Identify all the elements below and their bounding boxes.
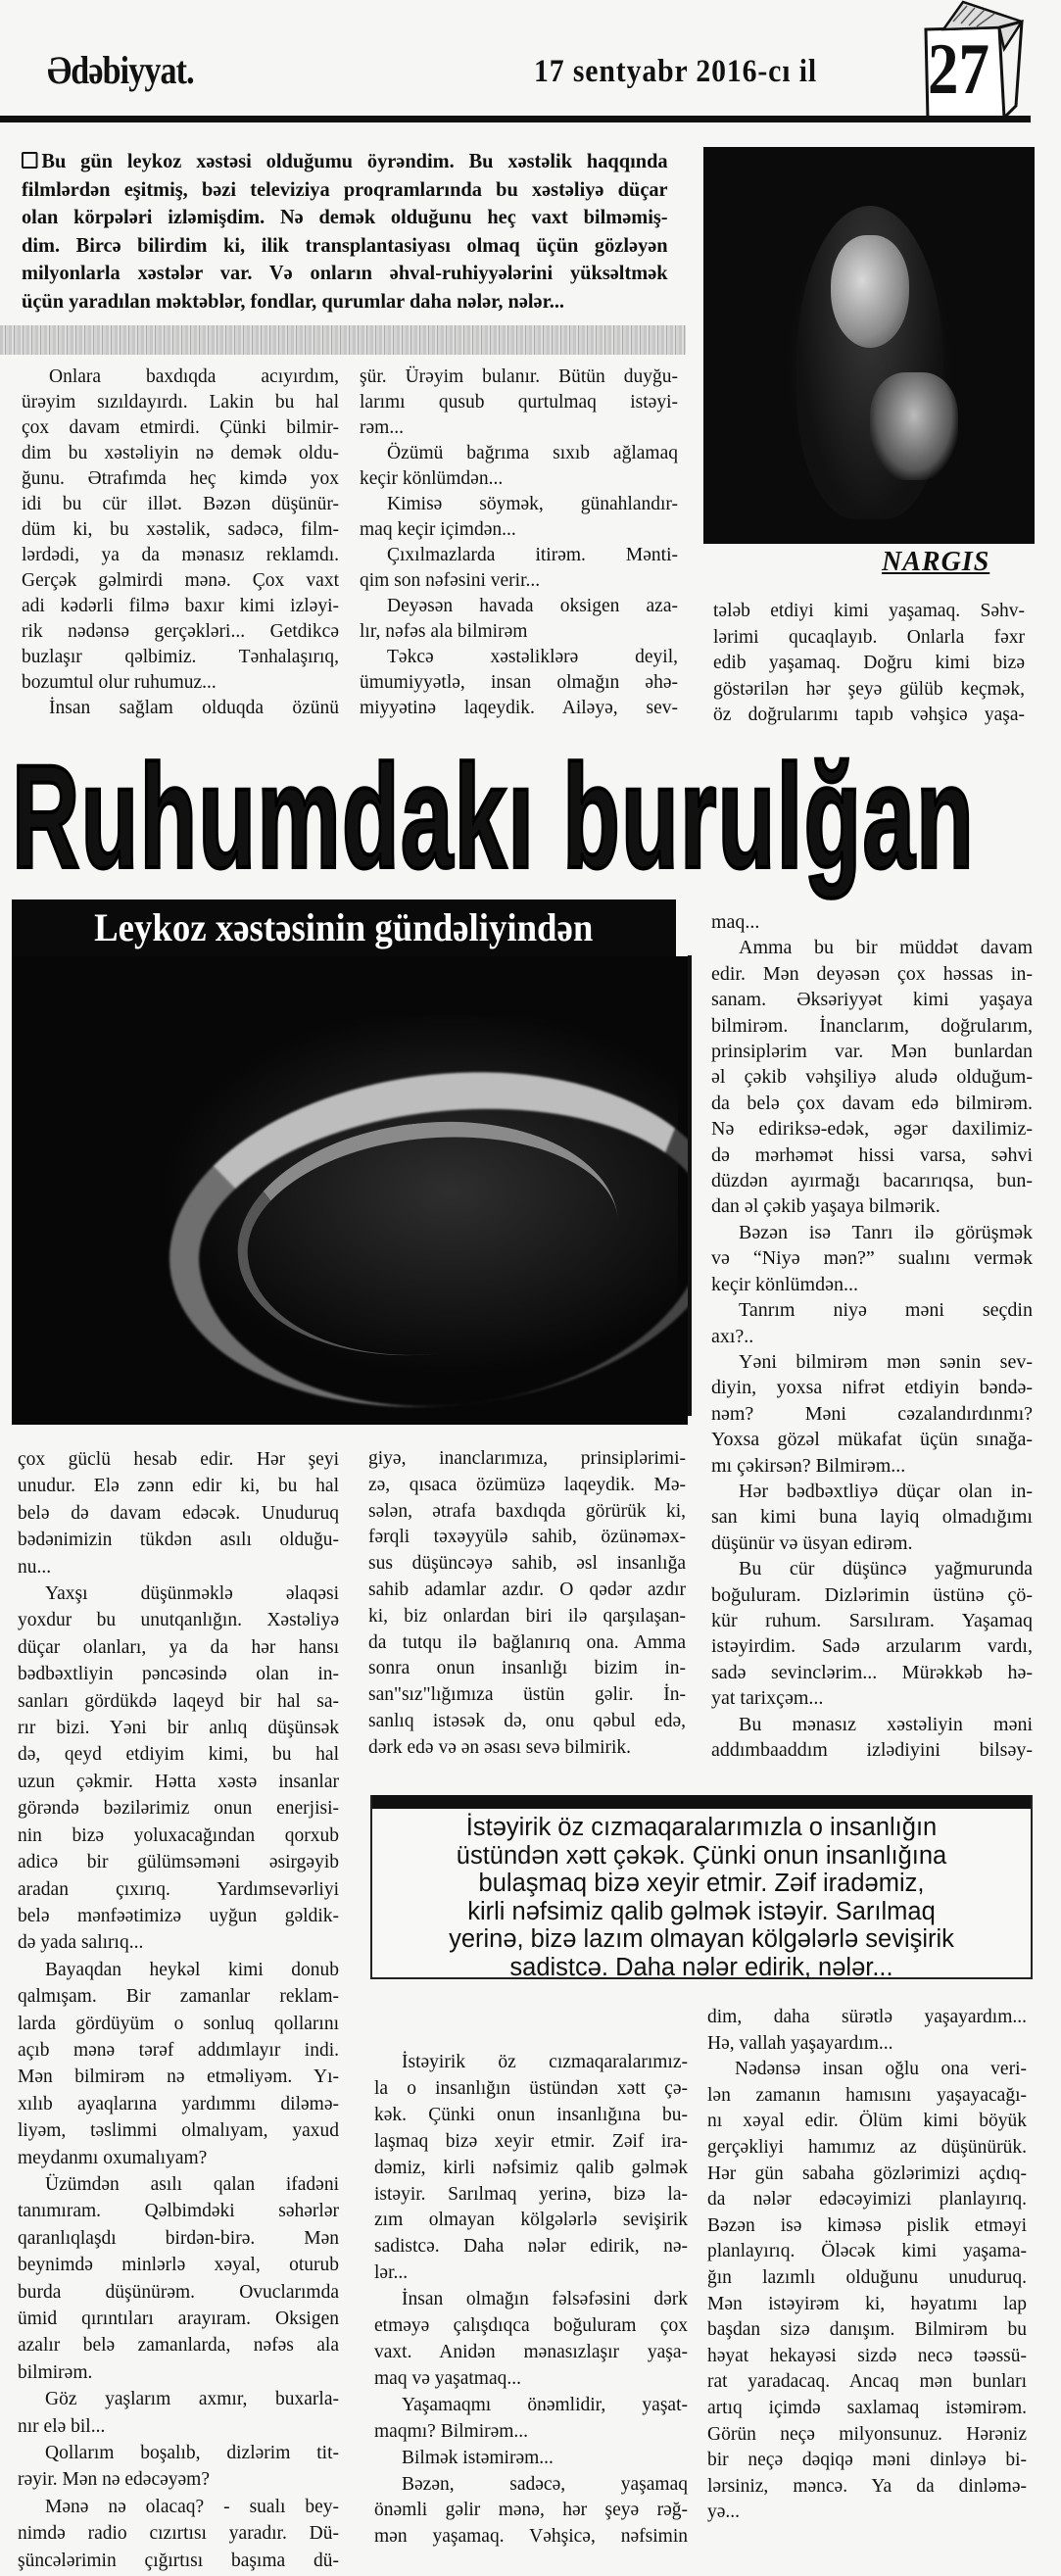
text-line: düzdən ayırmağı bacarırıqsa, bun- bbox=[711, 1170, 1033, 1192]
paragraph bbox=[711, 1297, 1033, 1349]
paragraph bbox=[711, 1556, 1033, 1711]
text-column bbox=[368, 1446, 686, 1762]
text-line: Görün neçə milyonsunuz. Hərəniz bbox=[707, 2423, 1027, 2445]
text-line: sonra onun insanlığı bizim in- bbox=[368, 1658, 686, 1679]
text-line: lərimi qucaqlayıb. Onlarla fəxr bbox=[713, 626, 1025, 648]
text-line: maq keçir içimdən... bbox=[360, 519, 516, 540]
text-line: rik nədənsə gerçəkləri... Getdikcə bbox=[22, 621, 339, 642]
lead-line bbox=[22, 175, 668, 204]
text-line: və “Niyə mən?” sualını vermək bbox=[711, 1247, 1033, 1270]
text-line: dərk edə və ən əsası sevə bilmirik. bbox=[368, 1736, 632, 1758]
text-line: bilmirəm. İnanclarım, doğrularım, bbox=[711, 1014, 1033, 1037]
text-line: istəyir. Sarılmaq yerinə, bizə la- bbox=[374, 2183, 688, 2205]
subtitle-bar bbox=[12, 899, 676, 956]
paragraph bbox=[374, 2287, 688, 2393]
text-line: fərqli təxəyyülə sahib, özünəməx- bbox=[368, 1527, 686, 1548]
text-line: də yada salırıq... bbox=[18, 1932, 144, 1954]
text-line: dəmiz, kirli nəfsimiz qalib gəlmək bbox=[374, 2157, 688, 2178]
text-line: edir. Mən deyəsən çox həssas in- bbox=[711, 962, 1033, 985]
text-line: meydanmı oxumalıyam? bbox=[18, 2147, 208, 2168]
text-line: Yaşamaqmı önəmlidir, yaşat- bbox=[402, 2394, 688, 2415]
text-line: Çıxılmazlarda itirəm. Mənti- bbox=[387, 545, 678, 565]
paragraph bbox=[18, 2494, 339, 2574]
quote-line: üstündən xətt çəkək. Çünki onun insanlığına bbox=[456, 1841, 947, 1870]
text-line: sahib adamlar azdır. O qədər azdır bbox=[368, 1579, 686, 1600]
text-line: Mənə nə olacaq? - sualı bey- bbox=[45, 2496, 339, 2517]
text-line: dim bu xəstəliyin nə demək oldu- bbox=[22, 443, 339, 463]
page-number-badge bbox=[906, 0, 1029, 122]
lead-text: Bu gün leykoz xəstəsi olduğumu öyrəndim. Bu xəstəlik haqqında bbox=[41, 149, 668, 172]
article-lead bbox=[22, 147, 668, 315]
text-line: Amma bu bir müddət davam bbox=[739, 937, 1033, 959]
text-line: Deyəsən havada oksigen aza- bbox=[387, 596, 678, 616]
text-line: Tanrım niyə məni seçdin bbox=[739, 1299, 1033, 1322]
quote-line: yerinə, bizə lazım olmayan kölgələrlə sevişirik bbox=[449, 1925, 954, 1953]
text-line: giyə, inanclarımıza, prinsiplərimi- bbox=[368, 1448, 686, 1469]
text-line: nimdə radio cızırtısı yaradır. Dü- bbox=[18, 2523, 339, 2545]
text-line: laşmaq bizə xeyir etmir. Zəif ira- bbox=[374, 2130, 688, 2152]
headline: Ruhumdakı burulğan bbox=[12, 734, 976, 899]
text-line: bədbəxtliyin pəncəsində olan in- bbox=[18, 1664, 339, 1685]
paragraph bbox=[374, 2050, 688, 2287]
text-line: lərdədi, ya da mənasız reklamdı. bbox=[22, 545, 339, 565]
text-line: adi kədərli filmə baxır kimi izləyi- bbox=[22, 596, 339, 616]
paragraph bbox=[18, 2386, 339, 2440]
text-line: Gerçək gəlmirdi mənə. Çox vaxt bbox=[22, 570, 339, 591]
text-line: gerçəkliyi hamımız az düşünürük. bbox=[707, 2136, 1027, 2158]
text-line: burda düşünürəm. Ovuclarımda bbox=[18, 2281, 339, 2303]
text-line: Nə ediriksə-edək, əgər daxilimiz- bbox=[711, 1118, 1033, 1141]
text-line: əl çəkib vəhşiliyə aludə olduğum- bbox=[711, 1066, 1033, 1089]
text-line: tanımıram. Qəlbimdəki səhərlər bbox=[18, 2201, 339, 2222]
pull-quote bbox=[370, 1795, 1033, 1979]
text-line: qalmışam. Bir zamanlar reklam- bbox=[18, 1986, 339, 2008]
text-line: larda gördüyüm o sonluq qollarını bbox=[18, 2013, 339, 2034]
text-line: san"sız"lığımıza üstün gəlir. İn- bbox=[368, 1684, 686, 1706]
text-line: nəm? Məni cəzalandırdınmı? bbox=[711, 1402, 1033, 1425]
text-line: edib yaşamaq. Doğru kimi bizə bbox=[713, 653, 1025, 673]
text-line: görəndə bəzilərimiz onun enerjisi- bbox=[18, 1798, 339, 1820]
text-line: çox davam etmirdi. Çünki bilmir- bbox=[22, 417, 339, 438]
text-line: sadistcə. Daha nələr edirik, nə- bbox=[374, 2236, 688, 2258]
lead-line bbox=[22, 147, 668, 175]
text-line: sələn, ətrafa baxdıqda görürük ki, bbox=[368, 1500, 686, 1522]
checkbox-bullet-icon bbox=[22, 152, 37, 169]
text-line: İnsan sağlam olduqda özünü bbox=[49, 698, 339, 718]
text-line: Hə, vallah yaşayardım... bbox=[707, 2032, 893, 2054]
text-line: Onlara baxdıqda acıyırdım, bbox=[49, 366, 339, 387]
divider-strip bbox=[0, 325, 686, 355]
text-line: sanları gördükdə laqeyd bir hal sa- bbox=[18, 1690, 339, 1712]
text-line: İstəyirik öz cızmaqaralarımız- bbox=[402, 2052, 688, 2072]
paragraph bbox=[360, 365, 678, 441]
section-title: Ədəbiyyat. bbox=[47, 48, 194, 92]
text-line: düşünür və üsyan edirəm. bbox=[711, 1531, 913, 1554]
text-line: ümumiyyətlə, insan olmağın əhə- bbox=[360, 672, 678, 693]
text-line: Hər gün sabaha gözlərimizi açdıq- bbox=[707, 2163, 1027, 2184]
text-line: zım olmayan kölgələrlə sevişirik bbox=[374, 2210, 688, 2231]
text-line: ğunu. Ətrafımda heç kimdə yox bbox=[22, 468, 339, 489]
text-line: şüncələrimin çığırtısı başıma dü- bbox=[18, 2550, 339, 2571]
paragraph bbox=[360, 441, 678, 492]
text-line: kək. Çünki onun insanlığına bu- bbox=[374, 2104, 688, 2125]
paragraph bbox=[360, 492, 678, 543]
text-line: xılıb ayaqlarına yardımmı diləmə- bbox=[18, 2093, 339, 2114]
text-column bbox=[22, 365, 339, 721]
text-line: Kimisə söymək, günahlandır- bbox=[387, 494, 678, 514]
text-line: lır, nəfəs ala bilmirəm bbox=[360, 621, 528, 642]
paragraph bbox=[711, 1349, 1033, 1479]
text-line: tələb etdiyi kimi yaşamaq. Səhv- bbox=[713, 601, 1025, 621]
text-line: prinsiplərim var. Mən bunlardan bbox=[711, 1041, 1033, 1063]
text-line: istəyirdim. Sadə arzularım vardı, bbox=[711, 1635, 1033, 1658]
text-line: bozumtul olur ruhumuz... bbox=[22, 672, 217, 693]
text-line: rat yaradacaq. Ancaq mən bunları bbox=[707, 2371, 1027, 2393]
text-line: dim, daha sürətlə yaşayardım... bbox=[707, 2007, 1027, 2027]
text-line: uzun çəkmir. Hətta xəstə insanlar bbox=[18, 1771, 339, 1792]
text-line: miyyətinə laqeydik. Ailəyə, sev- bbox=[360, 698, 678, 718]
text-line: açıb mənə tərəf addımlayır indi. bbox=[18, 2039, 339, 2061]
text-line: buzlaşır qəlbimiz. Tənhalaşırıq, bbox=[22, 647, 339, 667]
text-line: göstərilən hər şeyə gülüb keçmək, bbox=[713, 678, 1025, 700]
text-line: zə, qısaca özümüzə laqeydik. Mə- bbox=[368, 1474, 686, 1495]
paragraph bbox=[711, 909, 1033, 935]
text-line: də, qeyd etdiyim kimi, bu hal bbox=[18, 1744, 339, 1766]
text-line: Üzümdən asılı qalan ifadəni bbox=[45, 2173, 339, 2195]
text-column bbox=[707, 2005, 1027, 2526]
paragraph bbox=[711, 1479, 1033, 1556]
paragraph bbox=[374, 2393, 688, 2446]
text-line: planlayırıq. Öləcək kimi yaşama- bbox=[707, 2241, 1027, 2262]
text-line: Yoxsa gözəl mükafat üçün sınağa- bbox=[711, 1429, 1033, 1451]
paragraph bbox=[360, 594, 678, 645]
text-line: sadə sevinclərim... Mürəkkəb hə- bbox=[711, 1661, 1033, 1683]
text-line: ki, biz onlardan biri ilə qarşılaşan- bbox=[368, 1605, 686, 1627]
text-line: lən zamanın hamısını yaşayacağı- bbox=[707, 2084, 1027, 2106]
lead-line bbox=[22, 203, 668, 231]
text-line: unudur. Elə zənn edir ki, bu hal bbox=[18, 1476, 339, 1497]
quote-line: bulaşmaq bizə xeyir etmir. Zəif iradəmiz, bbox=[478, 1870, 925, 1897]
text-line: önəmli gəlir mənə, hər şeyə rəğ- bbox=[374, 2500, 688, 2521]
text-line: diyin, yoxsa nifrət etdiyin bəndə- bbox=[711, 1377, 1033, 1399]
text-line: bir neçə dəqiqə məni dinləyə bi- bbox=[707, 2450, 1027, 2471]
quote-line: İstəyirik öz cızmaqaralarımızla o insanlığın bbox=[465, 1814, 938, 1841]
tunnel-photo bbox=[12, 956, 688, 1425]
text-line: kür ruhum. Sarsılıram. Yaşamaq bbox=[711, 1609, 1033, 1631]
text-line: da nələr edəcəyimizi planlayırıq. bbox=[707, 2189, 1027, 2211]
text-line: rəm... bbox=[360, 417, 404, 438]
page-number: 27 bbox=[928, 29, 989, 110]
text-line: liyəm, təslimmi olmalıyam, yaxud bbox=[18, 2120, 339, 2142]
text-line: Bəzən isə kiməsə pislik etməyi bbox=[707, 2214, 1027, 2236]
text-column bbox=[713, 599, 1025, 729]
paragraph bbox=[18, 1957, 339, 2171]
text-line: belə mənfəətimizə uyğun gəldik- bbox=[18, 1905, 339, 1926]
text-line: adicə bir gülümsəməni əsirgəyib bbox=[18, 1852, 339, 1873]
paragraph bbox=[22, 696, 339, 721]
column-rule bbox=[688, 955, 692, 1416]
text-line: keçir könlümdən... bbox=[360, 468, 504, 489]
text-line: keçir könlümdən... bbox=[711, 1273, 858, 1295]
text-line: Mən istəyirəm ki, həyatımı lap bbox=[707, 2293, 1027, 2314]
text-line: İnsan olmağın fəlsəfəsini dərk bbox=[402, 2289, 688, 2310]
lead-text: üçün yaradılan məktəblər, fondlar, qurumlar daha nələr, nələr... bbox=[22, 288, 565, 313]
text-line: də mərhəmət hissi varsa, səhvi bbox=[711, 1143, 1033, 1166]
text-line: Təkcə xəstəliklərə deyil, bbox=[387, 647, 678, 667]
paragraph bbox=[707, 2005, 1027, 2057]
text-line: Bayaqdan heykəl kimi donub bbox=[45, 1959, 339, 1980]
text-column bbox=[18, 1446, 339, 2574]
text-line: nı xəyal edir. Ölüm kimi böyük bbox=[707, 2111, 1027, 2132]
author-photo bbox=[703, 147, 1035, 544]
text-line: nır elə bil... bbox=[18, 2415, 106, 2437]
subtitle: Leykoz xəstəsinin gündəliyindən bbox=[94, 905, 594, 949]
lead-text: milyonlarla xəstələr var. Və onların əhval-ruhiyyələrini yüksəltmək bbox=[22, 261, 668, 284]
text-line: la o insanlığın üstündən xətt çə- bbox=[374, 2077, 688, 2099]
text-line: nu... bbox=[18, 1556, 52, 1578]
text-line: Yəni bilmirəm mən sənin sev- bbox=[739, 1350, 1033, 1373]
text-line: qaranlıqlaşdı birdən-birə. Mən bbox=[18, 2227, 339, 2249]
text-line: nin bizə yoluxacağından qorxub bbox=[18, 1824, 339, 1846]
text-line: Hər bədbəxtliyə düçar olan in- bbox=[739, 1480, 1033, 1502]
text-line: vaxt. Anidən mənasızlaşır yaşa- bbox=[374, 2341, 688, 2362]
paragraph bbox=[18, 1446, 339, 1580]
text-line: Bilmək istəmirəm... bbox=[402, 2447, 554, 2468]
paragraph bbox=[711, 935, 1033, 1219]
text-line: düm ki, bu xəstəlik, sadəcə, film- bbox=[22, 519, 339, 540]
text-line: ürəyim sızıldayırdı. Lakin bu hal bbox=[22, 392, 339, 413]
text-line: rəyir. Mən nə edəcəyəm? bbox=[18, 2469, 210, 2491]
text-line: idi bu cür illət. Bəzən düşünür- bbox=[22, 494, 339, 514]
text-line: da tutqu ilə bağlanırıq ona. Amma bbox=[368, 1631, 686, 1653]
text-line: həyat hekayəsi sizdə necə təəssü- bbox=[707, 2345, 1027, 2366]
text-line: ğın lazımlı olduğunu unuduruq. bbox=[707, 2266, 1027, 2288]
lead-text: dim. Bircə bilirdim ki, ilik transplantasiyası olmaq üçün gözləyən bbox=[22, 232, 668, 257]
text-column bbox=[360, 365, 678, 721]
text-line: sanlıq istəsək də, onu qəbul edə, bbox=[368, 1710, 686, 1731]
text-line: san kimi buna layiq olmadığımı bbox=[711, 1506, 1033, 1529]
paragraph bbox=[18, 2171, 339, 2386]
text-line: addımbaaddım izlədiyini bilsəy- bbox=[711, 1739, 1033, 1761]
paragraph bbox=[360, 645, 678, 721]
text-line: lərsiniz, məncə. Ya da dinləmə- bbox=[707, 2475, 1027, 2497]
text-line: belə də davam edəcək. Unuduruq bbox=[18, 1502, 339, 1524]
paragraph bbox=[18, 1580, 339, 1957]
text-line: Bu mənasız xəstəliyin məni bbox=[739, 1713, 1033, 1735]
text-line: Nədənsə insan oğlu ona veri- bbox=[735, 2059, 1027, 2080]
text-line: maq... bbox=[711, 911, 760, 933]
issue-date: 17 sentyabr 2016-cı il bbox=[534, 54, 818, 89]
text-line: larımı qusub qurtulmaq istəyi- bbox=[360, 392, 678, 413]
text-line: da belə çox davam edə bilmirəm. bbox=[711, 1092, 1033, 1114]
text-line: qim son nəfəsini verir... bbox=[360, 570, 541, 591]
header-rule bbox=[0, 116, 1031, 122]
text-line: Yaxşı düşünməklə əlaqəsi bbox=[45, 1583, 339, 1605]
text-line: düçar olanları, ya da hər hansı bbox=[18, 1636, 339, 1658]
text-column bbox=[711, 909, 1033, 1763]
paragraph bbox=[22, 365, 339, 696]
lead-line bbox=[22, 231, 668, 260]
lead-text: olan körpələri izləmişdim. Nə demək olduğunu heç vaxt bilməmiş- bbox=[22, 205, 668, 228]
text-line: bədənimizin tükdən asılı olduğu- bbox=[18, 1530, 339, 1551]
lead-line bbox=[22, 287, 668, 316]
text-line: dan əl çəkib yaşaya bilmərik. bbox=[711, 1195, 940, 1218]
text-line: çox güclü hesab edir. Hər şeyi bbox=[18, 1449, 339, 1470]
text-line: Bu cür düşüncə yağmurunda bbox=[739, 1558, 1033, 1580]
paragraph bbox=[18, 2440, 339, 2494]
paragraph bbox=[713, 599, 1025, 729]
text-line: axı?.. bbox=[711, 1325, 754, 1347]
text-line: artıq içimdə saxlamaq istəmirəm. bbox=[707, 2397, 1027, 2418]
text-line: Göz yaşlarım axmır, buxarla- bbox=[45, 2389, 339, 2410]
text-line: etməyə çalışdıqca boğuluram çox bbox=[374, 2315, 688, 2337]
author-byline: NARGIS bbox=[882, 547, 990, 577]
paragraph bbox=[374, 2446, 688, 2472]
text-line: mı çəkirsən? Bilmirəm... bbox=[711, 1454, 906, 1477]
text-line: ümid qırıntıları arayıram. Oksigen bbox=[18, 2309, 339, 2329]
text-line: sanam. Əksəriyyət kimi yaşaya bbox=[711, 989, 1033, 1011]
text-line: yoxdur bu unutqanlığın. Xəstəliyə bbox=[18, 1610, 339, 1631]
text-line: Mən bilmirəm nə etməliyəm. Yı- bbox=[18, 2066, 339, 2088]
paragraph bbox=[707, 2057, 1027, 2526]
paragraph bbox=[374, 2472, 688, 2552]
paragraph bbox=[368, 1446, 686, 1762]
text-line: maqmı? Bilmirəm... bbox=[374, 2420, 529, 2442]
quote-line: sadistcə. Daha nələr edirik, nələr... bbox=[509, 1953, 893, 1981]
text-line: Bəzən isə Tanrı ilə görüşmək bbox=[739, 1221, 1033, 1243]
paragraph bbox=[711, 1712, 1033, 1764]
lead-line bbox=[22, 259, 668, 287]
lead-text: filmlərdən eşitmiş, bəzi televiziya proqramlarında bu xəstəliyə düçar bbox=[22, 176, 668, 201]
text-line: öz doğrularımı tapıb vəhşicə yaşa- bbox=[713, 705, 1025, 725]
paragraph bbox=[360, 543, 678, 594]
text-line: Özümü bağrıma sıxıb ağlamaq bbox=[387, 443, 678, 463]
text-line: aradan çıxırıq. Yardımsevərliyi bbox=[18, 1878, 339, 1900]
text-line: sus düşüncəyə sahib, əsl insanlığa bbox=[368, 1553, 686, 1575]
text-line: boğuluram. Dizlərimin üstünə çö- bbox=[711, 1583, 1033, 1606]
text-line: bilmirəm. bbox=[18, 2361, 93, 2383]
paragraph bbox=[711, 1220, 1033, 1297]
text-line: mən yaşamaq. Vəhşicə, nəfsimin bbox=[374, 2526, 688, 2548]
text-line: Qollarım boşalıb, dizlərim tit- bbox=[45, 2443, 339, 2464]
text-line: Bəzən, sadəcə, yaşamaq bbox=[402, 2473, 688, 2495]
text-line: yat tarixçəm... bbox=[711, 1687, 824, 1710]
text-column bbox=[374, 2050, 688, 2551]
text-line: lər... bbox=[374, 2262, 409, 2284]
text-line: beynimdə minlərlə xəyal, oturub bbox=[18, 2255, 339, 2276]
text-line: maq və yaşatmaq... bbox=[374, 2367, 521, 2389]
text-line: başdan sizə danışım. Bilmirəm bu bbox=[707, 2319, 1027, 2341]
quote-line: kirli nəfsimiz qalib gəlmək istəyir. Sarılmaq bbox=[467, 1897, 936, 1925]
text-line: yə... bbox=[707, 2502, 741, 2523]
text-line: rır bizi. Yəni bir anlıq düşünsək bbox=[18, 1718, 339, 1739]
text-line: azalır belə zamanlarda, nəfəs ala bbox=[18, 2335, 339, 2357]
text-line: şür. Ürəyim bulanır. Bütün duyğu- bbox=[360, 366, 678, 387]
